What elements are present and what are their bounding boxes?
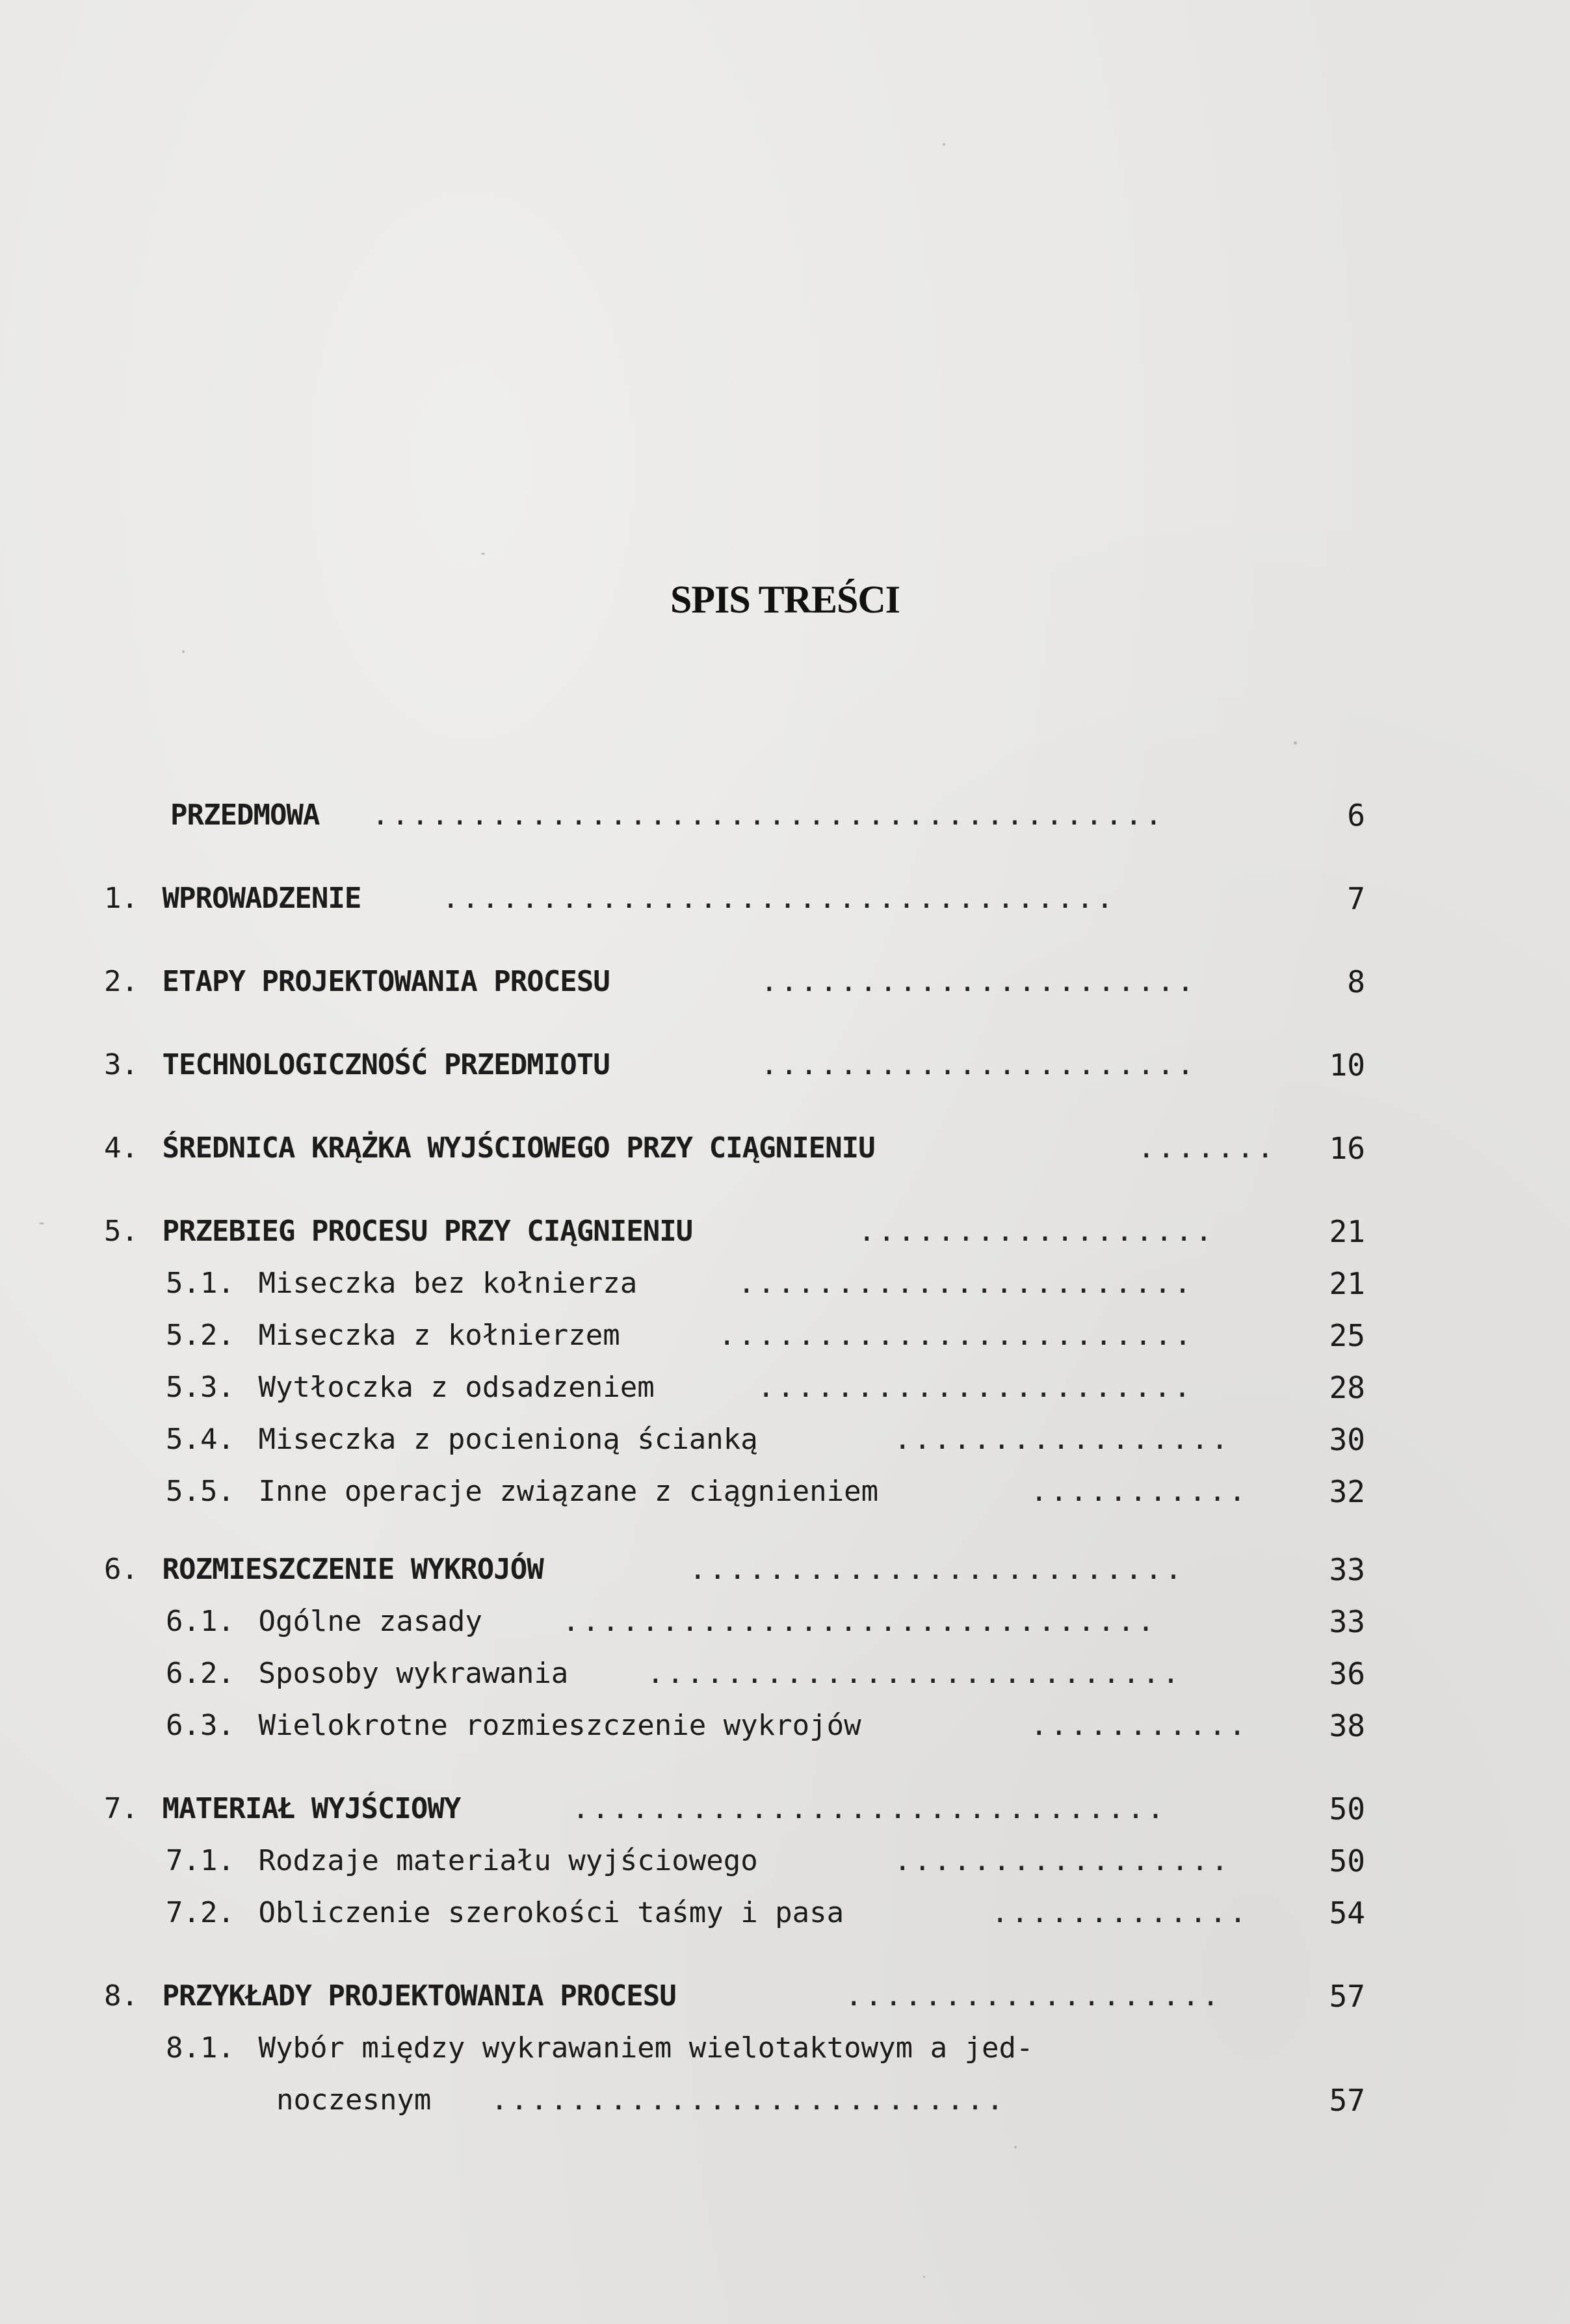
toc-entry-title: ETAPY PROJEKTOWANIA PROCESU	[162, 965, 610, 998]
toc-page-number: 8	[1347, 964, 1365, 999]
dot-leader: .................	[894, 1423, 1231, 1456]
paper-speck	[481, 553, 485, 555]
toc-subentry[interactable]	[166, 1264, 1194, 1303]
toc-page-number: 25	[1329, 1318, 1365, 1353]
toc-page-number: 54	[1329, 1895, 1365, 1931]
dot-leader: ..............................	[572, 1792, 1167, 1825]
toc-page-number: 38	[1329, 1708, 1365, 1743]
dot-leader: .......	[1138, 1131, 1277, 1165]
dot-leader: ...........	[1030, 1475, 1249, 1508]
toc-entry-number: 7.2.	[166, 1896, 235, 1929]
toc-subentry[interactable]	[166, 1842, 1231, 1881]
toc-entry-title: Wytłoczka z odsadzeniem	[258, 1371, 655, 1404]
dot-leader: ........................	[718, 1319, 1194, 1352]
toc-subentry[interactable]	[166, 1316, 1194, 1355]
toc-entry-title: Miseczka z kołnierzem	[258, 1319, 620, 1352]
toc-entry-title: PRZYKŁADY PROJEKTOWANIA PROCESU	[162, 1979, 676, 2013]
toc-entry-number: 1.	[104, 882, 138, 915]
dot-leader: .............	[991, 1896, 1249, 1929]
toc-page-number: 7	[1347, 881, 1365, 916]
toc-entry-title: Ogólne zasady	[258, 1605, 482, 1638]
toc-entry-number: 2.	[104, 965, 138, 998]
toc-entry-number: 5.5.	[166, 1475, 235, 1508]
toc-page-number: 50	[1329, 1843, 1365, 1879]
toc-entry-title: Miseczka z pocienioną ścianką	[258, 1423, 758, 1456]
toc-page-number: 32	[1329, 1474, 1365, 1509]
toc-entry-title: TECHNOLOGICZNOŚĆ PRZEDMIOTU	[162, 1048, 610, 1081]
toc-entry-number: 4.	[104, 1131, 138, 1165]
toc-entry-title: Wielokrotne rozmieszczenie wykrojów	[258, 1709, 861, 1742]
dot-leader: ..........................	[491, 2083, 1006, 2117]
toc-entry-title: PRZEBIEG PROCESU PRZY CIĄGNIENIU	[162, 1215, 693, 1248]
toc-entry-title: noczesnym	[276, 2083, 432, 2117]
toc-entry-number: 6.	[104, 1553, 138, 1586]
page-title: SPIS TREŚCI	[670, 578, 900, 621]
dot-leader: ...........................	[647, 1657, 1183, 1690]
toc-entry-srednica[interactable]	[104, 1129, 1277, 1168]
toc-entry-title: Rodzaje materiału wyjściowego	[258, 1844, 758, 1877]
toc-entry-number: 6.1.	[166, 1605, 235, 1638]
dot-leader: ...........	[1030, 1709, 1249, 1742]
toc-subentry[interactable]	[166, 1894, 1249, 1933]
toc-subentry[interactable]	[166, 1420, 1231, 1459]
dot-leader: ..................	[858, 1215, 1215, 1248]
toc-entry-number: 5.2.	[166, 1319, 235, 1352]
toc-page-number: 30	[1329, 1422, 1365, 1457]
dot-leader: ......................	[761, 965, 1197, 998]
toc-subentry[interactable]	[166, 1706, 1249, 1745]
toc-entry-etapy[interactable]	[104, 962, 1197, 1001]
toc-page-number: 50	[1329, 1791, 1365, 1827]
toc-page-number: 57	[1329, 2083, 1365, 2118]
toc-entry-title: ROZMIESZCZENIE WYKROJÓW	[162, 1553, 543, 1586]
toc-page-number: 33	[1329, 1552, 1365, 1587]
toc-subentry[interactable]	[166, 1602, 1157, 1641]
toc-page-number: 33	[1329, 1604, 1365, 1639]
toc-page-number: 21	[1329, 1214, 1365, 1249]
toc-entry-przebieg[interactable]	[104, 1212, 1215, 1251]
dot-leader: ........................................	[372, 799, 1165, 832]
toc-entry-przedmowa[interactable]	[170, 796, 1165, 835]
dot-leader: .........................	[689, 1553, 1185, 1586]
toc-subentry[interactable]	[166, 1654, 1183, 1693]
toc-entry-title: ŚREDNICA KRĄŻKA WYJŚCIOWEGO PRZY CIĄGNIENIU	[162, 1131, 875, 1165]
toc-entry-wprowadzenie[interactable]	[104, 879, 1116, 918]
paper-speck	[943, 143, 945, 146]
toc-entry-number: 8.1.	[166, 2031, 235, 2065]
dot-leader: .......................	[738, 1267, 1194, 1300]
dot-leader: ...................	[845, 1979, 1222, 2013]
toc-entry-title: Wybór między wykrawaniem wielotaktowym a jed-	[258, 2031, 1034, 2065]
toc-entry-title: Miseczka bez kołnierza	[258, 1267, 638, 1300]
toc-entry-title: Sposoby wykrawania	[258, 1657, 569, 1690]
dot-leader: ......................	[761, 1048, 1197, 1081]
toc-entry-number: 5.	[104, 1215, 138, 1248]
dot-leader: .................	[894, 1844, 1231, 1877]
dot-leader: ..................................	[442, 882, 1116, 915]
toc-subentry[interactable]	[166, 2029, 1034, 2068]
toc-entry-number: 3.	[104, 1048, 138, 1081]
toc-page-number: 28	[1329, 1370, 1365, 1405]
toc-entry-number: 6.2.	[166, 1657, 235, 1690]
dot-leader: ......................	[757, 1371, 1194, 1404]
toc-entry-title: PRZEDMOWA	[170, 799, 320, 832]
paper-speck	[923, 2276, 925, 2278]
toc-page-number: 6	[1347, 798, 1365, 833]
paper-speck	[1294, 741, 1297, 745]
toc-entry-title: WPROWADZENIE	[162, 882, 361, 915]
toc-entry-technologicznosc[interactable]	[104, 1046, 1197, 1085]
toc-subentry[interactable]	[166, 1368, 1194, 1407]
toc-page-number: 10	[1329, 1048, 1365, 1083]
toc-entry-material[interactable]	[104, 1789, 1167, 1829]
toc-entry-rozmieszczenie[interactable]	[104, 1550, 1185, 1589]
dot-leader: ..............................	[562, 1605, 1157, 1638]
toc-entry-title: Obliczenie szerokości taśmy i pasa	[258, 1896, 844, 1929]
toc-subentry-continuation[interactable]	[276, 2081, 1006, 2120]
toc-entry-number: 7.	[104, 1792, 138, 1825]
toc-entry-number: 6.3.	[166, 1709, 235, 1742]
toc-page-number: 16	[1329, 1131, 1365, 1166]
toc-entry-number: 5.4.	[166, 1423, 235, 1456]
toc-entry-number: 5.1.	[166, 1267, 235, 1300]
toc-entry-number: 8.	[104, 1979, 138, 2013]
paper-speck	[1014, 2146, 1017, 2148]
paper-speck	[39, 1222, 44, 1224]
toc-entry-number: 5.3.	[166, 1371, 235, 1404]
toc-entry-number: 7.1.	[166, 1844, 235, 1877]
toc-page-number: 36	[1329, 1656, 1365, 1691]
toc-page-number: 57	[1329, 1979, 1365, 2014]
toc-page-number: 21	[1329, 1266, 1365, 1301]
toc-entry-przyklady[interactable]	[104, 1977, 1222, 2016]
toc-subentry[interactable]	[166, 1472, 1249, 1511]
paper-speck	[182, 650, 185, 653]
toc-entry-title: Inne operacje związane z ciągnieniem	[258, 1475, 879, 1508]
toc-entry-title: MATERIAŁ WYJŚCIOWY	[162, 1792, 461, 1825]
